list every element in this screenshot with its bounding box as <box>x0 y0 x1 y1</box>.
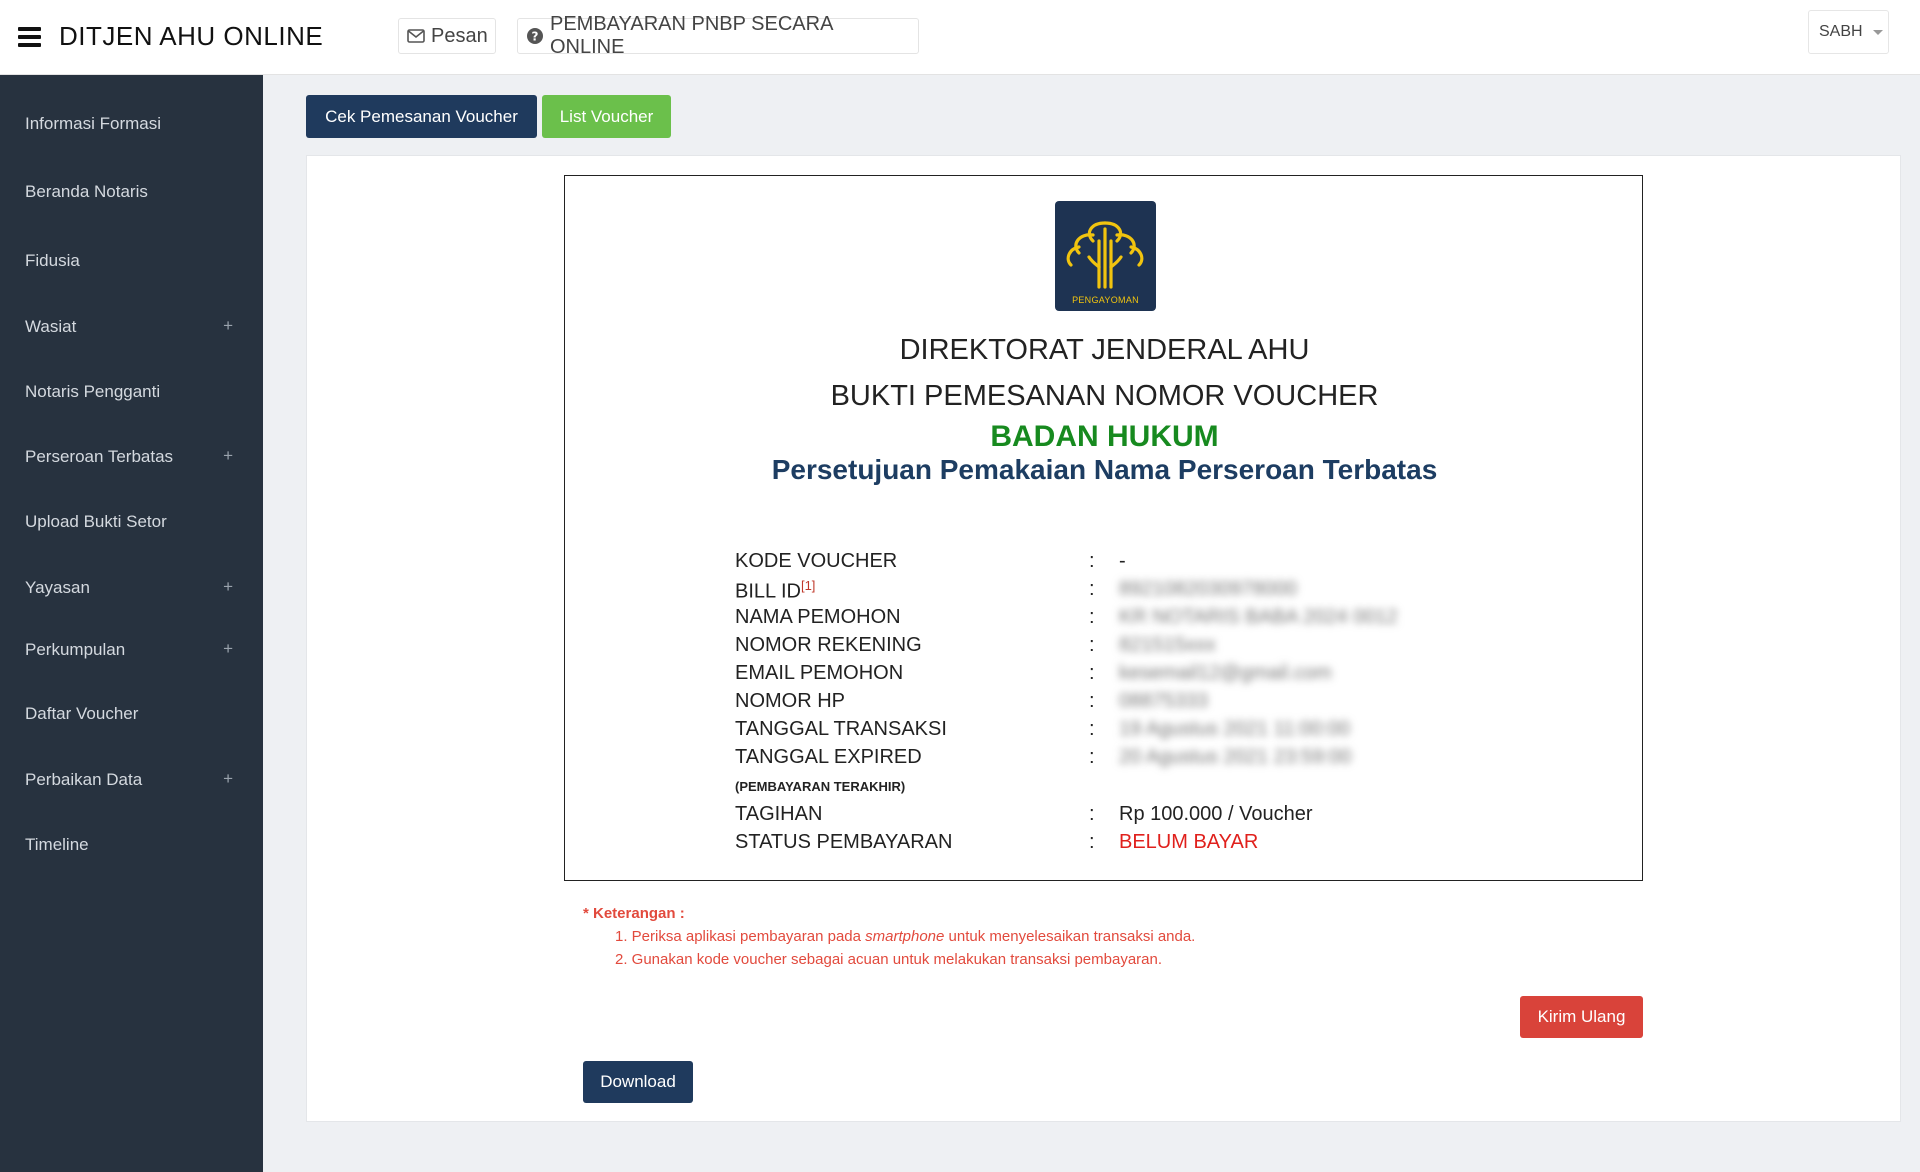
plus-icon: + <box>223 577 233 596</box>
sidebar-item-label: Perkumpulan <box>25 640 126 659</box>
field-kode-voucher <box>735 550 1535 576</box>
field-label: NAMA PEMOHON <box>735 606 901 628</box>
field-nama-pemohon <box>735 606 1535 632</box>
field-colon: : <box>1089 718 1095 740</box>
field-colon: : <box>1089 606 1095 628</box>
receipt-category: BADAN HUKUM <box>990 420 1219 453</box>
field-value: 19 Agustus 2021 11:00:00 <box>1119 718 1350 740</box>
field-tanggal-transaksi <box>735 718 1535 744</box>
note-text: untuk menyelesaikan transaksi anda. <box>944 928 1196 945</box>
field-label: KODE VOUCHER <box>735 550 898 572</box>
pnbp-button[interactable] <box>517 13 919 58</box>
sidebar-item-wasiat[interactable] <box>0 307 263 347</box>
sidebar-item-label: Perseroan Terbatas <box>25 447 174 466</box>
user-name: SABH <box>1819 23 1863 40</box>
field-label <box>735 578 815 604</box>
field-value: Rp 100.000 / Voucher <box>1119 803 1313 825</box>
field-label: STATUS PEMBAYARAN <box>735 831 953 853</box>
question-circle-icon <box>526 27 544 45</box>
pembayaran-terakhir-note: (PEMBAYARAN TERAKHIR) <box>735 779 906 794</box>
sidebar-item-label: Beranda Notaris <box>25 182 148 201</box>
download-button[interactable]: Download <box>583 1061 693 1103</box>
keterangan-item-2: 2. Gunakan kode voucher sebagai acuan untuk melakukan transaksi pembayaran. <box>615 951 1163 968</box>
field-colon: : <box>1089 550 1095 572</box>
field-bill-id <box>735 578 1535 604</box>
field-colon: : <box>1089 831 1095 853</box>
kirim-ulang-button[interactable]: Kirim Ulang <box>1520 996 1643 1038</box>
sidebar-item-perkumpulan[interactable] <box>0 630 263 670</box>
receipt-service: Persetujuan Pemakaian Nama Perseroan Terbatas <box>771 454 1438 485</box>
field-email-pemohon <box>735 662 1535 688</box>
svg-text:?: ? <box>531 29 539 44</box>
sidebar <box>0 75 263 1172</box>
footnote-marker: [1] <box>800 578 816 593</box>
sidebar-item-upload-bukti-setor[interactable] <box>0 502 263 542</box>
keterangan-item-1 <box>615 928 1195 945</box>
bill-id-label: BILL ID <box>735 580 801 603</box>
plus-icon: + <box>223 639 233 658</box>
field-label: TANGGAL EXPIRED <box>735 746 922 768</box>
field-value: 821515xxx <box>1119 634 1216 656</box>
caret-down-icon <box>1873 30 1883 35</box>
field-colon: : <box>1089 634 1095 656</box>
field-colon: : <box>1089 803 1095 825</box>
field-tanggal-expired <box>735 746 1535 772</box>
field-colon: : <box>1089 746 1095 768</box>
sidebar-item-notaris-pengganti[interactable] <box>0 372 263 412</box>
pesan-label: Pesan <box>431 24 488 47</box>
sidebar-item-fidusia[interactable] <box>0 241 263 281</box>
menu-icon[interactable] <box>18 27 41 47</box>
field-value: - <box>1119 550 1126 572</box>
field-label: NOMOR REKENING <box>735 634 922 656</box>
field-colon: : <box>1089 690 1095 712</box>
voucher-receipt <box>564 175 1643 881</box>
field-label: TANGGAL TRANSAKSI <box>735 718 947 740</box>
sidebar-item-perbaikan-data[interactable] <box>0 760 263 800</box>
sidebar-item-label: Wasiat <box>25 317 77 336</box>
top-navbar <box>0 0 1920 75</box>
field-nomor-hp <box>735 690 1535 716</box>
sidebar-item-label: Timeline <box>25 835 89 854</box>
sidebar-item-yayasan[interactable] <box>0 568 263 608</box>
plus-icon: + <box>223 769 233 788</box>
field-colon: : <box>1089 578 1095 600</box>
sidebar-item-informasi-formasi[interactable] <box>0 104 263 144</box>
receipt-subtitle: BUKTI PEMESANAN NOMOR VOUCHER <box>830 380 1379 412</box>
brand-title[interactable]: DITJEN AHU ONLINE <box>59 21 324 51</box>
sidebar-item-label: Daftar Voucher <box>25 704 139 723</box>
sidebar-item-daftar-voucher[interactable] <box>0 694 263 734</box>
sidebar-item-label: Yayasan <box>25 578 90 597</box>
pengayoman-tree-icon <box>1055 201 1156 297</box>
user-dropdown[interactable] <box>1808 10 1889 54</box>
field-value: kesemail12@gmail.com <box>1119 662 1332 684</box>
field-value: 08875333 <box>1119 690 1208 712</box>
pnbp-label: PEMBAYARAN PNBP SECARA ONLINE <box>550 13 833 58</box>
pesan-button[interactable] <box>398 18 496 54</box>
plus-icon: + <box>223 316 233 335</box>
plus-icon: + <box>223 446 233 465</box>
note-emphasis: smartphone <box>865 928 945 945</box>
sidebar-item-label: Upload Bukti Setor <box>25 512 167 531</box>
logo-caption: PENGAYOMAN <box>1072 295 1139 305</box>
keterangan-title: * Keterangan : <box>583 905 685 922</box>
field-value: 8921082030978000 <box>1119 578 1297 600</box>
field-colon: : <box>1089 662 1095 684</box>
sidebar-item-timeline[interactable] <box>0 825 263 865</box>
sidebar-item-label: Informasi Formasi <box>25 114 162 133</box>
sidebar-item-perseroan-terbatas[interactable] <box>0 437 263 477</box>
receipt-title: DIREKTORAT JENDERAL AHU <box>899 334 1310 366</box>
field-value: KR NOTARIS BABA 2024 0012 <box>1119 606 1398 628</box>
status-badge: BELUM BAYAR <box>1119 831 1259 853</box>
field-tagihan <box>735 803 1535 829</box>
sidebar-item-beranda-notaris[interactable] <box>0 172 263 212</box>
note-text: 1. Periksa aplikasi pembayaran pada <box>615 928 866 945</box>
field-nomor-rekening <box>735 634 1535 660</box>
sidebar-item-label: Perbaikan Data <box>25 770 143 789</box>
pengayoman-logo <box>1055 201 1156 311</box>
list-voucher-button[interactable]: List Voucher <box>542 95 671 138</box>
field-label: NOMOR HP <box>735 690 845 712</box>
field-status-pembayaran <box>735 831 1535 857</box>
sidebar-item-label: Fidusia <box>25 251 80 270</box>
sidebar-item-label: Notaris Pengganti <box>25 382 161 401</box>
field-value: 20 Agustus 2021 23:59:00 <box>1119 746 1352 768</box>
field-label: EMAIL PEMOHON <box>735 662 904 684</box>
cek-pemesanan-voucher-button[interactable]: Cek Pemesanan Voucher <box>306 95 537 138</box>
envelope-icon <box>407 29 425 43</box>
field-label: TAGIHAN <box>735 803 823 825</box>
